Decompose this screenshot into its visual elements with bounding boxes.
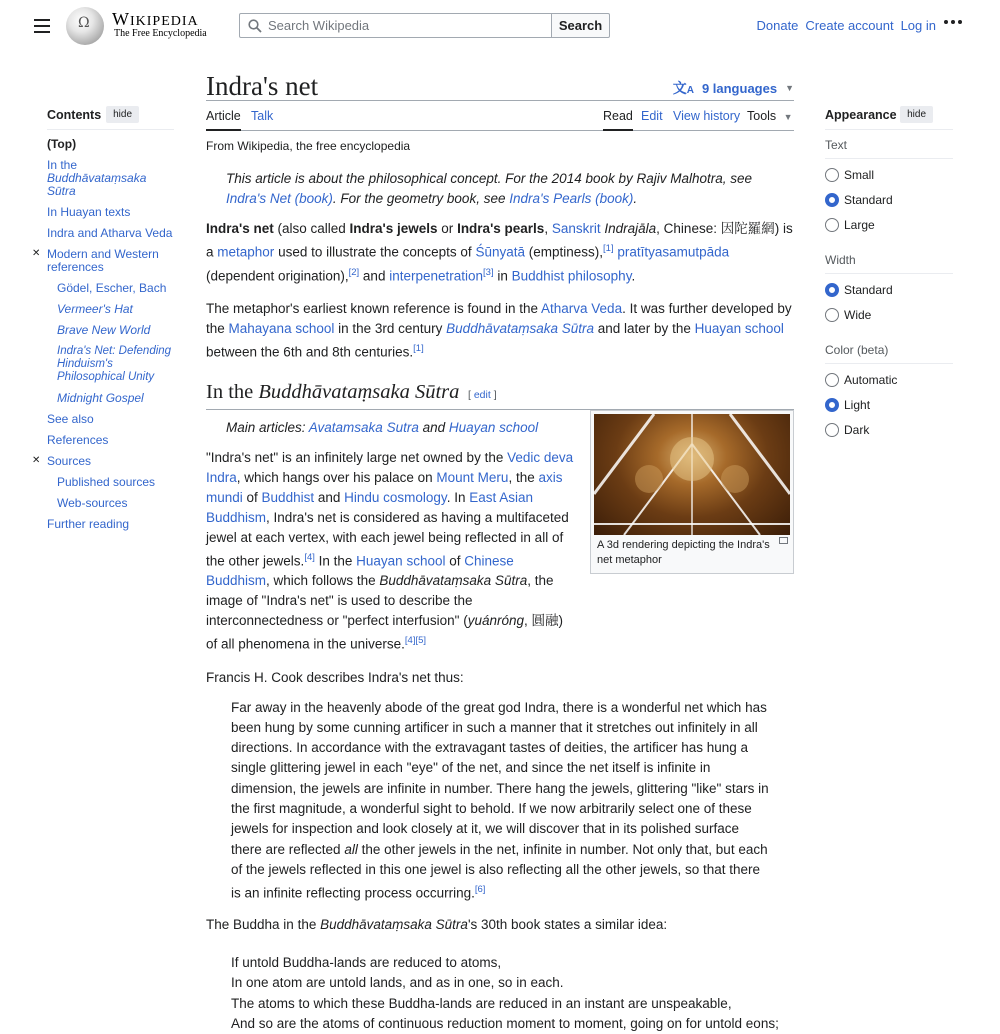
toc-item-indra-atharva[interactable]: Indra and Atharva Veda	[47, 226, 173, 240]
header	[0, 0, 1000, 50]
collapse-caret-icon[interactable]: ✕	[32, 455, 41, 466]
appearance-hide-button[interactable]: hide	[900, 106, 933, 123]
verse-line: The atoms to which these Buddha-lands are reduced in an instant are unspeakable,	[231, 995, 732, 1011]
search-input[interactable]	[268, 18, 538, 33]
radio-icon[interactable]	[825, 308, 839, 322]
text-small-option[interactable]: Small	[825, 168, 953, 182]
toc-item-sources[interactable]: ✕ Sources	[32, 454, 92, 468]
main-article-link[interactable]: Huayan school	[448, 419, 539, 435]
tab-read[interactable]: Read	[603, 109, 633, 131]
toc-item-web-sources[interactable]: Web-sources	[57, 496, 128, 510]
link[interactable]: Buddhist philosophy	[511, 268, 632, 283]
appearance-title: Appearance	[825, 107, 897, 122]
main-content	[206, 70, 794, 1034]
radio-selected-icon[interactable]	[825, 283, 839, 297]
tagline: From Wikipedia, the free encyclopedia	[206, 139, 411, 153]
hatnote-link-book[interactable]: Indra's Net (book)	[226, 191, 333, 206]
link[interactable]: Huayan school	[694, 321, 784, 336]
toc-item-modern-western[interactable]: ✕ Modern and Western references	[32, 247, 159, 274]
link[interactable]: Śūnyatā	[475, 244, 525, 260]
section-edit-link[interactable]: [ edit ]	[468, 388, 497, 401]
width-standard-option[interactable]: Standard	[825, 283, 953, 297]
radio-selected-icon[interactable]	[825, 193, 839, 207]
toc-title: Contents	[47, 107, 102, 122]
lead-paragraph-2: The metaphor's earliest known reference is found in the Atharva Veda. It was further developed by the Mahayana school in the 3rd century Buddhāvataṃsaka Sūtra and later by the Huayan school between the 6th and 8th centuries.[1]	[206, 301, 792, 360]
figure-thumbnail[interactable]	[590, 410, 794, 574]
toc-item-see-also[interactable]: See also	[47, 412, 94, 426]
link[interactable]: Atharva Veda	[541, 301, 623, 316]
tab-view-history[interactable]: View history	[673, 109, 741, 123]
collapse-caret-icon[interactable]: ✕	[32, 248, 41, 259]
sutra-verse	[206, 953, 794, 1034]
toc-item-references[interactable]: References	[47, 433, 109, 447]
tab-edit[interactable]: Edit	[641, 109, 663, 123]
link[interactable]: Vedic deva Indra	[206, 449, 574, 485]
link[interactable]: Sanskrit	[551, 221, 601, 236]
verse-line: If untold Buddha-lands are reduced to atoms,	[231, 954, 502, 970]
link[interactable]: Chinese Buddhism	[206, 553, 514, 588]
link[interactable]: East Asian Buddhism	[206, 489, 533, 525]
toc-item-godel[interactable]: Gödel, Escher, Bach	[57, 281, 167, 295]
link[interactable]: Buddhist	[261, 489, 315, 505]
verse-line: And so are the atoms of continuous reduction moment to moment, going on for untold eons;	[231, 1015, 779, 1031]
page-tabs	[206, 101, 794, 131]
link[interactable]: Mahayana school	[228, 321, 335, 336]
toc-item-indras-net-book[interactable]: Indra's Net: Defending Hinduism's Philosophical Unity	[57, 345, 172, 383]
link[interactable]: Huayan school	[356, 553, 446, 568]
toc-item-brave-new-world[interactable]: Brave New World	[57, 323, 151, 337]
toc-item-published-sources[interactable]: Published sources	[57, 475, 156, 489]
lead-paragraph-1: Indra's net (also called Indra's jewels or Indra's pearls, Sanskrit Indrajāla, Chinese: 因陀羅網) is a metaphor used to illustrate the concepts of Śūnyatā (emptiness),[1] pratītyasamutpāda (dependent origination),[2] and interpenetration[3] in Buddhist philosophy.	[206, 221, 793, 283]
link[interactable]: interpenetration	[389, 268, 484, 283]
enlarge-icon[interactable]	[779, 537, 788, 544]
section-title: In the Buddhāvataṃsaka Sūtra	[206, 380, 460, 403]
wikipedia-wordmark[interactable]: WIKIPEDIA	[112, 9, 199, 29]
link[interactable]: metaphor	[217, 244, 275, 260]
link[interactable]: pratītyasamutpāda	[617, 244, 730, 260]
create-account-link[interactable]: Create account	[805, 18, 894, 33]
toc-item-huayan-texts[interactable]: In Huayan texts	[47, 205, 131, 219]
toc-item-top[interactable]: (Top)	[47, 137, 77, 151]
tab-article[interactable]: Article	[206, 109, 241, 131]
toc-item-midnight-gospel[interactable]: Midnight Gospel	[57, 391, 144, 405]
width-label: Width	[825, 253, 953, 274]
figure-caption: A 3d rendering depicting the Indra's net metaphor	[594, 535, 790, 568]
verse-line: In one atom are untold lands, and as in one, so in each.	[231, 975, 564, 991]
section-heading	[206, 381, 794, 410]
table-of-contents	[32, 106, 174, 539]
search-box[interactable]	[239, 13, 552, 38]
main-articles-note: Main articles: Avatamsaka Sutra and Huayan school	[226, 419, 539, 435]
color-automatic-option[interactable]: Automatic	[825, 373, 953, 387]
main-menu-icon[interactable]	[34, 19, 50, 33]
cook-quote: Far away in the heavenly abode of the great god Indra, there is a wonderful net which has been hung by some cunning artificer in such a manner that it stretches out infinitely in all directions. In accordance with the extravagant tastes of deities, the artificer has hung a single glittering jewel in each "eye" of the net, and since the net itself is infinite in dimension, the jewels are infinite in number. There hang the jewels, glittering "like" stars in the first magnitude, a wonderful sight to behold. If we now arbitrarily select one of these jewels for inspection and look closely at it, we will discover that in its polished surface there are reflected all the other jewels in the net, infinite in number. Not only that, but each of the jewels reflected in this one jewel is also reflecting all the other jewels, so that there is an infinite reflecting process occurring.[6]	[231, 699, 769, 901]
width-wide-option[interactable]: Wide	[825, 308, 953, 322]
radio-icon[interactable]	[825, 218, 839, 232]
wikipedia-globe-logo[interactable]	[66, 7, 104, 45]
appearance-panel	[825, 106, 953, 448]
text-standard-option[interactable]: Standard	[825, 193, 953, 207]
cook-intro: Francis H. Cook describes Indra's net thus:	[206, 669, 464, 685]
page-title: Indra's net	[206, 71, 319, 101]
toc-hide-button[interactable]: hide	[106, 106, 139, 123]
languages-button[interactable]: 文A 9 languages ▼	[672, 80, 794, 96]
buddha-intro: The Buddha in the Buddhāvataṃsaka Sūtra's 30th book states a similar idea:	[206, 916, 668, 932]
wikipedia-tagline: The Free Encyclopedia	[114, 28, 207, 39]
search-button[interactable]: Search	[551, 13, 610, 38]
toc-item-buddhavatamsaka[interactable]: In the Buddhāvataṃsaka Sūtra	[47, 158, 147, 198]
tools-menu[interactable]: Tools ▼	[747, 109, 793, 123]
indras-net-rendering-image[interactable]	[594, 414, 790, 535]
radio-icon[interactable]	[825, 373, 839, 387]
radio-icon[interactable]	[825, 423, 839, 437]
color-dark-option[interactable]: Dark	[825, 423, 953, 437]
hatnote: This article is about the philosophical concept. For the 2014 book by Rajiv Malhotra, see Indra's Net (book). For the geometry book, see Indra's Pearls (book).	[226, 171, 753, 206]
text-large-option[interactable]: Large	[825, 218, 953, 232]
toc-item-further-reading[interactable]: Further reading	[47, 517, 130, 531]
radio-selected-icon[interactable]	[825, 398, 839, 412]
tab-talk[interactable]: Talk	[251, 109, 274, 123]
chevron-down-icon: ▼	[785, 83, 794, 93]
toc-item-vermeer[interactable]: Vermeer's Hat	[57, 302, 133, 316]
chevron-down-icon: ▼	[783, 112, 793, 122]
user-links	[756, 18, 936, 33]
main-article-link[interactable]: Avatamsaka Sutra	[308, 419, 419, 435]
radio-icon[interactable]	[825, 168, 839, 182]
search-icon	[248, 19, 262, 33]
hatnote-link-pearls[interactable]: Indra's Pearls (book)	[509, 191, 634, 206]
more-options-icon[interactable]	[944, 20, 962, 24]
text-size-label: Text	[825, 138, 953, 159]
log-in-link[interactable]: Log in	[900, 18, 936, 33]
link[interactable]: Mount Meru	[436, 469, 509, 485]
link[interactable]: axis mundi	[206, 469, 563, 505]
color-label: Color (beta)	[825, 343, 953, 364]
section-paragraph: "Indra's net" is an infinitely large net owned by the Vedic deva Indra, which hangs over his palace on Mount Meru, the axis mundi of Buddhist and Hindu cosmology. In East Asian Buddhism, Indra's net is considered as having a multifaceted jewel at each vertex, with each jewel being reflected in all of the other jewels.[4] In the Huayan school of Chinese Buddhism, which follows the Buddhāvataṃsaka Sūtra, the image of "Indra's net" is used to describe the interconnectedness or "perfect interfusion" (yuánróng, 圓融) of all phenomena in the universe.[4][5]	[206, 449, 574, 652]
color-light-option[interactable]: Light	[825, 398, 953, 412]
link[interactable]: Hindu cosmology	[344, 489, 447, 505]
link[interactable]: Buddhāvataṃsaka Sūtra	[446, 321, 595, 336]
translate-icon: 文A	[672, 80, 694, 96]
donate-link[interactable]: Donate	[756, 18, 799, 33]
